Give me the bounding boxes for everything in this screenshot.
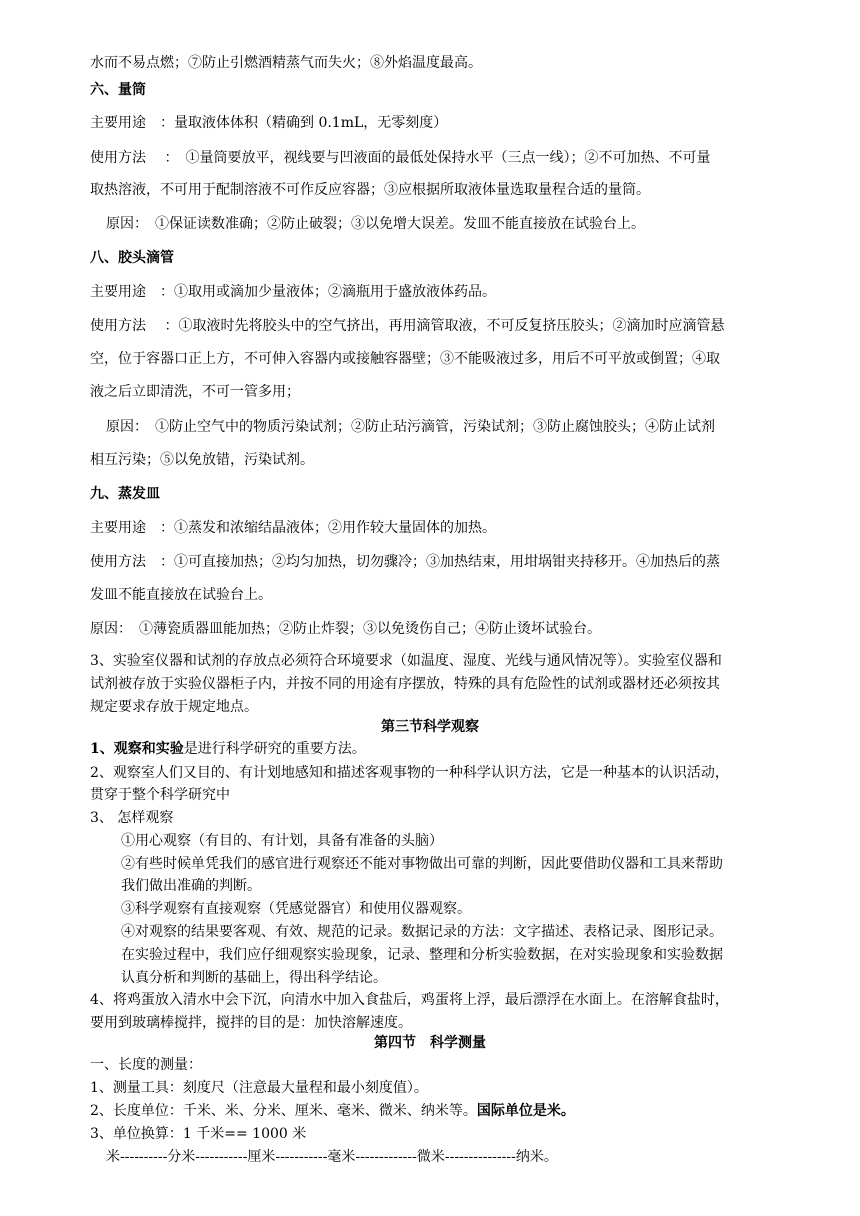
text-line: ②有些时候单凭我们的感官进行观察还不能对事物做出可靠的判断，因此要借助仪器和工具来帮助 — [121, 856, 723, 872]
text-line: 贯穿于整个科学研究中 — [90, 787, 230, 803]
text-line: ④对观察的结果要客观、有效、规范的记录。数据记录的方法：文字描述、表格记录、图形记录。 — [121, 924, 723, 940]
text-line: ③科学观察有直接观察（凭感觉器官）和使用仪器观察。 — [121, 901, 471, 917]
text-line: 要用到玻璃棒搅拌，搅拌的目的是：加快溶解速度。 — [90, 1015, 412, 1031]
text-line: 3、实验室仪器和试剂的存放点必须符合环境要求（如温度、湿度、光线与通风情况等）。实验室仪器和 — [90, 653, 722, 669]
section-heading-dropper: 八、胶头滴管 — [90, 250, 174, 266]
text-line: 原因： ①保证读数准确；②防止破裂；③以免增大误差。发皿不能直接放在试验台上。 — [106, 216, 645, 232]
text-line: 在实验过程中，我们应仔细观察实验现象，记录、整理和分析实验数据，在对实验现象和实验数据 — [121, 947, 723, 963]
text-line: 主要用途 ：①取用或滴加少量液体；②滴瓶用于盛放液体药品。 — [90, 284, 496, 300]
bold-term-observe-experiment: 1、观察和实验 — [90, 741, 184, 757]
text-fragment: 是进行科学研究的重要方法。 — [183, 741, 366, 757]
text-line: 3、 怎样观察 — [90, 810, 174, 826]
text-line: 发皿不能直接放在试验台上。 — [90, 587, 272, 603]
text-line: 原因： ①防止空气中的物质污染试剂；②防止玷污滴管，污染试剂；③防止腐蚀胶头；④防止试剂 — [106, 419, 715, 435]
text-fragment: 2、长度单位：千米、米、分米、厘米、毫米、微米、纳米等。 — [90, 1103, 477, 1119]
text-line: 4、将鸡蛋放入清水中会下沉，向清水中加入食盐后，鸡蛋将上浮，最后漂浮在水面上。在溶解食盐时， — [90, 992, 729, 1008]
text-line: 我们做出准确的判断。 — [121, 878, 261, 894]
text-line — [90, 1104, 575, 1118]
text-line: 相互污染；⑤以免放错，污染试剂。 — [90, 452, 314, 468]
text-line: 取热溶液，不可用于配制溶液不可作反应容器；③应根据所取液体量选取量程合适的量筒。 — [90, 182, 650, 198]
text-line — [90, 742, 366, 756]
bold-intl-unit: 国际单位是米。 — [476, 1103, 575, 1119]
section-heading-graduated-cylinder: 六、量筒 — [90, 82, 146, 98]
text-line: 液之后立即清洗，不可一管多用； — [90, 384, 300, 400]
text-line: 使用方法 ：①可直接加热；②均匀加热，切勿骤冷；③加热结束，用坩埚钳夹持移开。④加热后的蒸 — [90, 554, 720, 570]
text-line: 规定要求存放于规定地点。 — [90, 699, 258, 715]
text-line: 空，位于容器口正上方，不可伸入容器内或接触容器壁；③不能吸液过多，用后不可平放或倒置；④取 — [90, 351, 720, 367]
text-line: 使用方法 ： ①量筒要放平，视线要与凹液面的最低处保持水平（三点一线）；②不可加热、不可量 — [90, 150, 711, 166]
text-line: 一、长度的测量： — [90, 1057, 202, 1073]
text-line: ①用心观察（有目的、有计划，具备有准备的头脑） — [121, 833, 443, 849]
text-line: 使用方法 ：①取液时先将胶头中的空气挤出，再用滴管取液，不可反复挤压胶头；②滴加时应滴管悬 — [90, 318, 725, 334]
text-line: 试剂被存放于实验仪器柜子内，并按不同的用途有序摆放，特殊的具有危险性的试剂或器材还必须按其 — [90, 676, 720, 692]
text-line: 主要用途 ：量取液体体积（精确到 0.1mL，无零刻度） — [90, 115, 448, 131]
text-line: 1、测量工具：刻度尺（注意最大量程和最小刻度值）。 — [90, 1080, 428, 1096]
text-line: 水而不易点燃；⑦防止引燃酒精蒸气而失火；⑧外焰温度最高。 — [90, 55, 482, 71]
unit-conversion-chain: 米----------分米-----------厘米-----------毫米-------------微米---------------纳米。 — [106, 1149, 558, 1165]
text-line: 3、单位换算：1 千米== 1000 米 — [90, 1126, 307, 1142]
section-heading-evaporating-dish: 九、蒸发皿 — [90, 486, 160, 502]
section-title-measurement: 第四节 科学测量 — [374, 1035, 486, 1051]
text-line: 原因： ①薄瓷质器皿能加热；②防止炸裂；③以免烫伤自己；④防止烫坏试验台。 — [90, 621, 601, 637]
text-line: 认真分析和判断的基础上，得出科学结论。 — [121, 970, 387, 986]
section-title-observation: 第三节科学观察 — [381, 719, 479, 735]
text-line: 2、观察室人们又目的、有计划地感知和描述客观事物的一种科学认识方法，它是一种基本的认识活动， — [90, 765, 729, 781]
text-line: 主要用途 ：①蒸发和浓缩结晶液体；②用作较大量固体的加热。 — [90, 520, 496, 536]
